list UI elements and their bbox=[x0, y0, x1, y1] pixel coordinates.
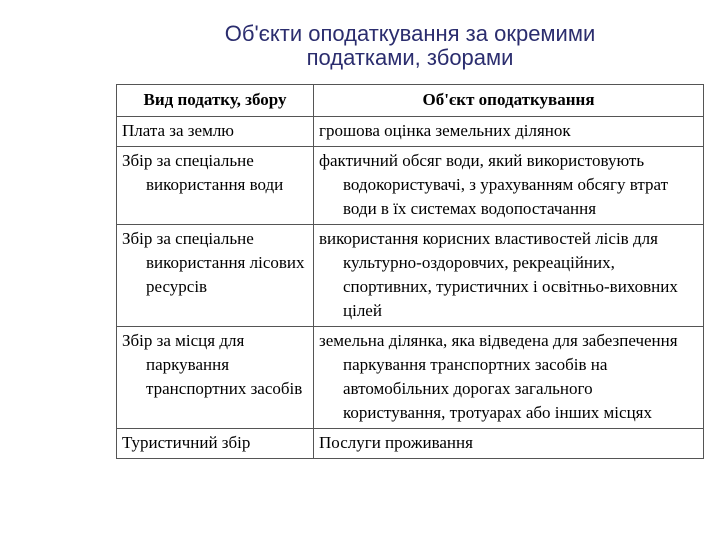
table-header-row bbox=[117, 85, 704, 117]
tax-objects-table bbox=[116, 84, 704, 459]
table-row bbox=[117, 117, 704, 147]
tax-object-cell bbox=[314, 147, 704, 225]
tax-type-text: Збір за спеціальне використання лісових ресурсів bbox=[122, 229, 305, 296]
tax-object-cell bbox=[314, 225, 704, 327]
tax-object-text: Послуги проживання bbox=[319, 433, 473, 452]
tax-type-text: Збір за спеціальне використання води bbox=[122, 151, 284, 194]
slide-title bbox=[110, 22, 710, 70]
tax-type-cell bbox=[117, 117, 314, 147]
header-tax-type: Вид податку, збору bbox=[117, 85, 314, 117]
tax-object-cell bbox=[314, 117, 704, 147]
tax-object-cell bbox=[314, 429, 704, 459]
tax-type-text: Туристичний збір bbox=[122, 433, 251, 452]
tax-type-cell bbox=[117, 225, 314, 327]
table-row bbox=[117, 225, 704, 327]
title-line-2: податками, зборами bbox=[306, 45, 514, 70]
table-row bbox=[117, 147, 704, 225]
header-tax-object: Об'єкт оподаткування bbox=[314, 85, 704, 117]
tax-object-text: грошова оцінка земельних ділянок bbox=[319, 121, 571, 140]
tax-type-cell bbox=[117, 147, 314, 225]
title-line-1: Об'єкти оподаткування за окремими bbox=[224, 21, 596, 46]
tax-type-text: Збір за місця для паркування транспортних засобів bbox=[122, 331, 303, 398]
tax-object-text: використання корисних властивостей лісів для культурно-оздоровчих, рекреаційних, спортивних, туристичних і освітньо-виховних цілей bbox=[319, 229, 678, 320]
tax-object-cell bbox=[314, 327, 704, 429]
table-row bbox=[117, 429, 704, 459]
tax-object-text: земельна ділянка, яка відведена для забезпечення паркування транспортних засобів на автомобільних дорогах загального користування, тротуарах або інших місцях bbox=[319, 331, 678, 422]
table-row bbox=[117, 327, 704, 429]
tax-type-text: Плата за землю bbox=[122, 121, 235, 140]
tax-type-cell bbox=[117, 327, 314, 429]
tax-object-text: фактичний обсяг води, який використовують водокористувачі, з урахуванням обсягу втрат води в їх системах водопостачання bbox=[319, 151, 669, 218]
tax-type-cell bbox=[117, 429, 314, 459]
